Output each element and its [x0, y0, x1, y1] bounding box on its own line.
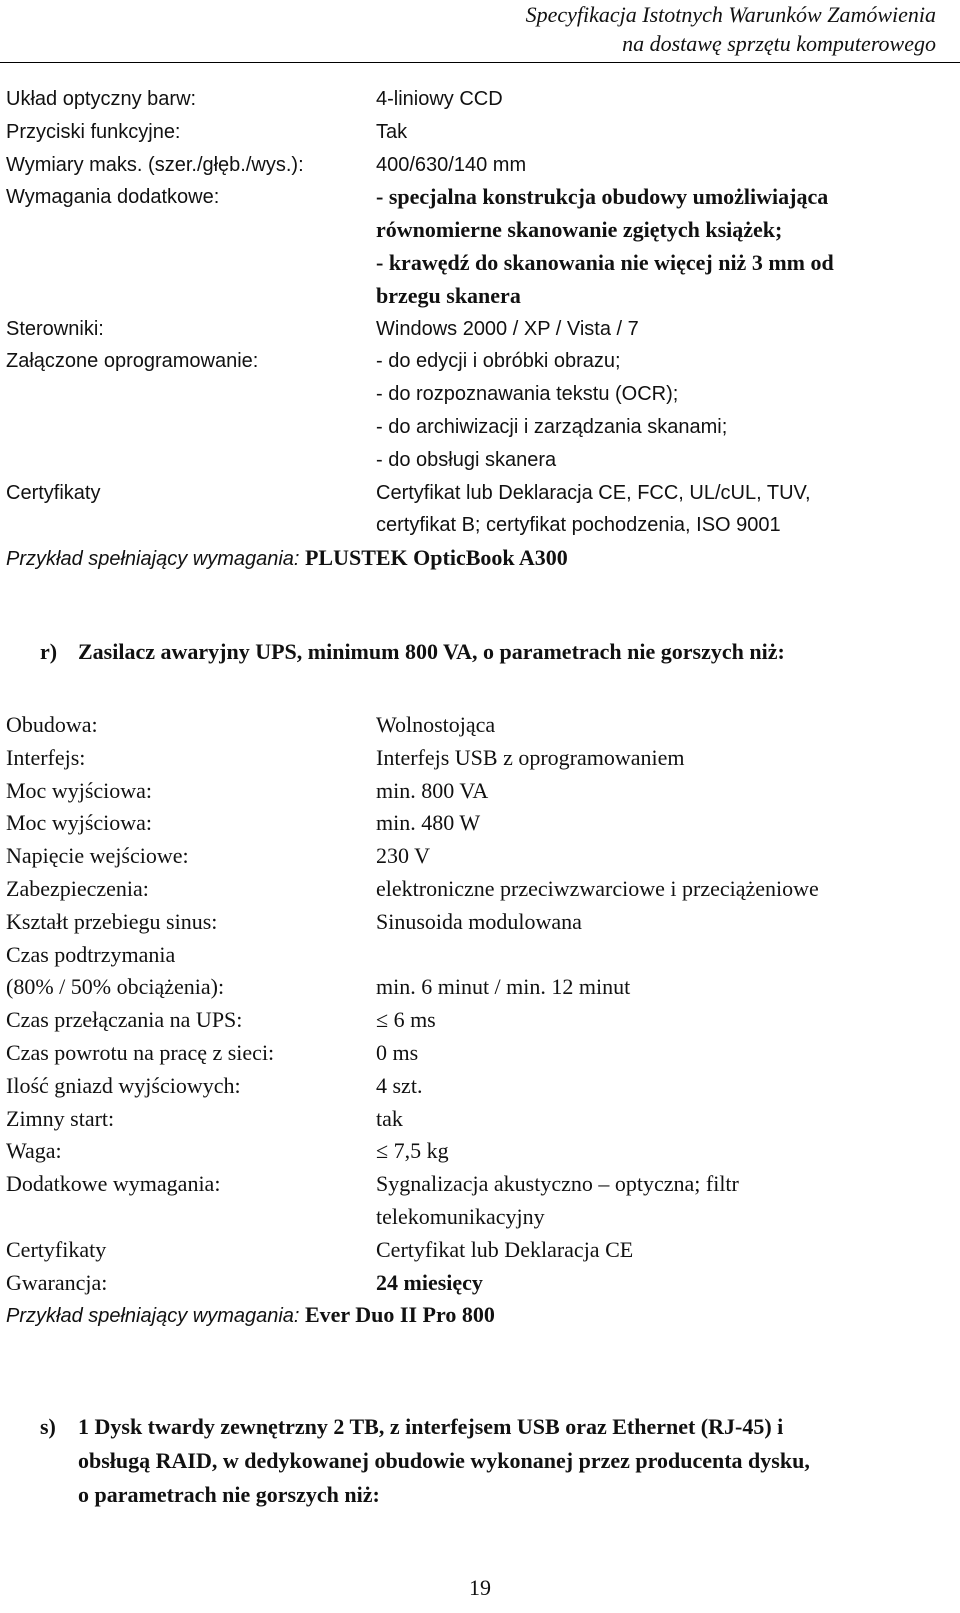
spec-row	[6, 1168, 946, 1234]
spec-row	[6, 1103, 946, 1136]
spec-value-line: Sygnalizacja akustyczno – optyczna; filtr	[376, 1171, 739, 1197]
spec-label: Interfejs:	[6, 744, 86, 770]
spec-label: Załączone oprogramowanie:	[6, 350, 259, 373]
section-heading-s	[40, 1410, 940, 1512]
spec-value: Windows 2000 / XP / Vista / 7	[376, 317, 639, 340]
spec-label: Czas przełączania na UPS:	[6, 1007, 243, 1033]
spec-value: 4 szt.	[376, 1072, 423, 1098]
spec-value-line: równomierne skanowanie zgiętych książek;	[376, 217, 783, 243]
spec-value: Sinusoida modulowana	[376, 908, 582, 934]
spec-row	[6, 742, 946, 775]
spec-label: Sterowniki:	[6, 317, 104, 340]
spec-value	[376, 477, 946, 543]
header-line-1: Specyfikacja Istotnych Warunków Zamówienia	[525, 2, 936, 27]
scanner-spec-table	[6, 83, 946, 576]
spec-value: min. 480 W	[376, 810, 481, 836]
example-product-row	[6, 542, 946, 576]
spec-value	[376, 1168, 946, 1234]
spec-value-line: certyfikat B; certyfikat pochodzenia, ISO 9001	[376, 514, 781, 537]
example-product: Ever Duo II Pro 800	[304, 1302, 495, 1328]
spec-value-line: - krawędź do skanowania nie więcej niż 3 mm od	[376, 249, 834, 275]
ups-spec-table	[6, 709, 946, 1333]
spec-label: Czas powrotu na pracę z sieci:	[6, 1039, 275, 1065]
spec-row	[6, 807, 946, 840]
spec-value	[376, 181, 946, 312]
spec-row	[6, 1267, 946, 1300]
spec-value-line: telekomunikacyjny	[376, 1203, 545, 1229]
spec-row	[6, 345, 946, 476]
spec-value-line: - do rozpoznawania tekstu (OCR);	[376, 383, 679, 406]
example-label: Przykład spełniający wymagania:	[6, 548, 300, 571]
section-title-line: o parametrach nie gorszych niż:	[78, 1482, 380, 1507]
spec-label: Waga:	[6, 1138, 62, 1164]
spec-row	[6, 1004, 946, 1037]
spec-label: Moc wyjściowa:	[6, 810, 153, 836]
spec-label: Dodatkowe wymagania:	[6, 1171, 221, 1197]
spec-label: Moc wyjściowa:	[6, 777, 153, 803]
spec-value: 0 ms	[376, 1039, 419, 1065]
spec-label: Przyciski funkcyjne:	[6, 120, 181, 143]
spec-label: Układ optyczny barw:	[6, 88, 197, 110]
spec-value	[376, 939, 946, 972]
spec-label: Kształt przebiegu sinus:	[6, 908, 218, 934]
example-product: PLUSTEK OpticBook A300	[304, 545, 568, 571]
spec-row	[6, 1070, 946, 1103]
spec-label: Napięcie wejściowe:	[6, 843, 189, 869]
spec-row	[6, 873, 946, 906]
spec-row	[6, 1135, 946, 1168]
spec-value: elektroniczne przeciwzwarciowe i przeciążeniowe	[376, 875, 819, 901]
spec-value: 400/630/140 mm	[376, 153, 527, 176]
spec-value-line: - do obsługi skanera	[376, 448, 557, 471]
page-number: 19	[469, 1575, 491, 1600]
header-rule	[0, 62, 960, 63]
spec-row	[6, 181, 946, 312]
header-line-2: na dostawę sprzętu komputerowego	[622, 31, 936, 56]
spec-value: Certyfikat lub Deklaracja CE	[376, 1236, 634, 1262]
spec-label: Gwarancja:	[6, 1269, 108, 1295]
section-marker: r)	[40, 639, 58, 664]
spec-value-line: brzegu skanera	[376, 282, 521, 308]
spec-value: 4-liniowy CCD	[376, 88, 503, 110]
spec-value: 24 miesięcy	[376, 1269, 483, 1295]
spec-label: Zimny start:	[6, 1105, 115, 1131]
spec-label: Wymagania dodatkowe:	[6, 186, 220, 209]
spec-label: Obudowa:	[6, 712, 98, 737]
spec-value	[376, 345, 946, 476]
spec-value-line: - specjalna konstrukcja obudowy umożliwiająca	[376, 184, 829, 210]
spec-row	[6, 313, 946, 346]
example-label: Przykład spełniający wymagania:	[6, 1305, 300, 1328]
spec-label: Ilość gniazd wyjściowych:	[6, 1072, 241, 1098]
spec-value: Interfejs USB z oprogramowaniem	[376, 744, 685, 770]
spec-row	[6, 149, 946, 182]
spec-row	[6, 1234, 946, 1267]
spec-label: Certyfikaty	[6, 1236, 107, 1262]
spec-label: Certyfikaty	[6, 481, 101, 504]
spec-value: min. 800 VA	[376, 777, 489, 803]
spec-row	[6, 971, 946, 1004]
spec-row	[6, 906, 946, 939]
section-title-line: obsługą RAID, w dedykowanej obudowie wykonanej przez producenta dysku,	[78, 1448, 810, 1473]
spec-value-line: Certyfikat lub Deklaracja CE, FCC, UL/cUL, TUV,	[376, 481, 811, 504]
spec-value: min. 6 minut / min. 12 minut	[376, 974, 631, 1000]
spec-row	[6, 840, 946, 873]
spec-row	[6, 775, 946, 808]
section-title: Zasilacz awaryjny UPS, minimum 800 VA, o parametrach nie gorszych niż:	[78, 639, 785, 664]
spec-row	[6, 709, 946, 742]
section-title	[78, 1410, 940, 1512]
spec-value: ≤ 6 ms	[376, 1007, 436, 1033]
spec-value: Tak	[376, 120, 408, 143]
example-product-row	[6, 1299, 946, 1333]
section-marker: s)	[40, 1414, 56, 1439]
spec-value-line: - do archiwizacji i zarządzania skanami;	[376, 415, 728, 438]
spec-row	[6, 1037, 946, 1070]
spec-label: Wymiary maks. (szer./głęb./wys.):	[6, 153, 304, 176]
section-heading-r	[40, 635, 940, 669]
spec-value-line: - do edycji i obróbki obrazu;	[376, 350, 621, 373]
document-header	[236, 0, 936, 58]
spec-row	[6, 116, 946, 149]
spec-label: Czas podtrzymania	[6, 941, 176, 967]
spec-row	[6, 939, 946, 972]
spec-row	[6, 83, 946, 116]
spec-label: Zabezpieczenia:	[6, 875, 149, 901]
spec-value: ≤ 7,5 kg	[376, 1138, 449, 1164]
spec-value: tak	[376, 1105, 403, 1131]
spec-value: 230 V	[376, 843, 430, 869]
spec-row	[6, 477, 946, 543]
spec-value: Wolnostojąca	[376, 712, 496, 737]
section-title-line: 1 Dysk twardy zewnętrzny 2 TB, z interfejsem USB oraz Ethernet (RJ-45) i	[78, 1414, 784, 1439]
spec-label: (80% / 50% obciążenia):	[6, 974, 225, 1000]
